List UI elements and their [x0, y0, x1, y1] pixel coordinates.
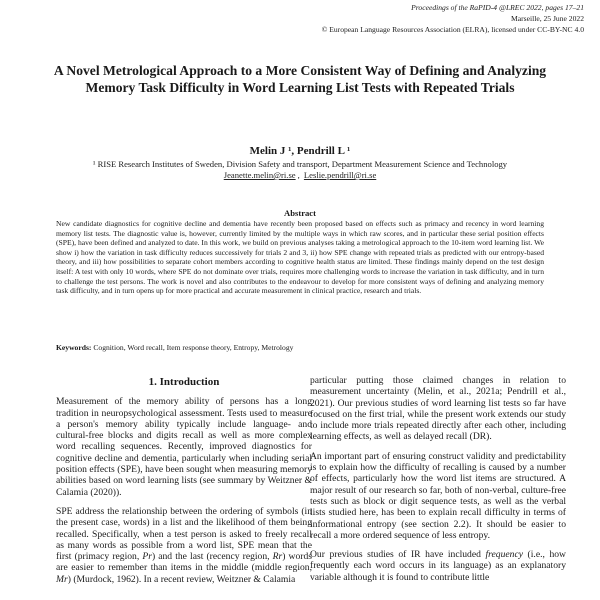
keywords-label: Keywords: — [56, 343, 92, 352]
email-link-melin[interactable]: Jeanette.melin@ri.se — [223, 170, 296, 180]
affiliation-block — [30, 159, 570, 181]
middle-abbrev: Mr — [56, 573, 68, 585]
header-line-1: Proceedings of the RaPID-4 @LREC 2022, pages 17–21 — [411, 3, 584, 12]
proceedings-header — [322, 2, 584, 35]
right-paragraph-1: particular putting those claimed changes in relation to measurement uncertainty (Melin, et al., 2021a; Pendrill et al., 2021). Our previous studies of word learning list tests so far have focused on the first trial, while the present work extends our study to include more trials repeated directly after each other, including learning effects, as well as delayed recall (DR). — [310, 375, 566, 443]
left-paragraph-1: Measurement of the memory ability of persons has a long tradition in neuropsychological assessment. Tests used to measure a person's memory ability typically include language- and cultural-free blocks and digits recall as well as more complex word recalling sequences. Recently, improved diagnostics for cognitive decline and dementia, particularly when including serial position effects (SPE), have been sought when measuring memory abilities based on word learning lists (see summary by Weitzner & Calamia (2020)). — [56, 396, 312, 498]
recency-abbrev: Rr — [272, 551, 283, 563]
affiliation: ¹ RISE Research Institutes of Sweden, Division Safety and transport, Department Measurement Science and Technology — [92, 159, 508, 169]
frequency-term: frequency — [485, 549, 523, 561]
emails: Jeanette.melin@ri.se , Leslie.pendrill@ri.se — [223, 170, 377, 180]
authors: Melin J ¹, Pendrill L ¹ — [249, 145, 351, 157]
primacy-abbrev: Pr — [142, 551, 152, 563]
section-heading: 1. Introduction — [148, 376, 220, 388]
email-link-pendrill[interactable]: Leslie.pendrill@ri.se — [303, 170, 377, 180]
keywords-text: Cognition, Word recall, Item response theory, Entropy, Metrology — [93, 343, 294, 352]
keywords — [56, 343, 293, 352]
right-column — [310, 375, 566, 591]
right-paragraph-3: Our previous studies of IR have included frequency (i.e., how frequently each word occurs in its language) as an explanatory variable although it is found to contribute little — [310, 549, 566, 583]
right-paragraph-2: An important part of ensuring construct validity and predictability is to explain how the difficulty of recalling is caused by a number of effects, particularly how the word list items are structured. A major result of our research so far, both of non-verbal, culture-free tests such as block or digit sequence tests, as well as the verbal lists studied here, has been to explain recall difficulty in terms of informational entropy (see section 2.2). It should be easier to recall a more ordered sequence of less entropy. — [310, 450, 566, 541]
header-line-2: Marseille, 25 June 2022 — [511, 14, 584, 23]
abstract-heading: Abstract — [284, 208, 316, 218]
left-paragraph-2: SPE address the relationship between the ordering of symbols (in the present case, words) in a list and the likelihood of them being recalled. Specifically, when a test person is asked to freely recall as many words as possible from a word list, SPE mean that the first (primacy region, Pr) and the last (recency region, Rr) words are easier to remember than items in the middle (middle region, Mr) (Murdock, 1962). In a recent review, Weitzner & Calamia — [56, 505, 313, 585]
abstract-text: New candidate diagnostics for cognitive decline and dementia have recently been proposed based on effects such as primacy and recency in word learning memory list tests. The diagnostic value is, however, currently limited by the multiple ways in which raw scores, and in particular these serial position effects (SPE), have been defined and analyzed to date. In this work, we build on previous analyses taking a metrological approach to the 10-item word learning list. We show i) how the variation in task difficulty reduces successively for trials 2 and 3, ii) how SPE change with repeated trials as predicted with our entropy-based theory, and iii) how possibilities to separate cohort members according to cognitive health status are limited. These findings mainly depend on the test design itself: A test with only 10 words, where SPE do not dominate over trials, requires more challenging words to increase the variation in task difficulty, and in turn to challenge the test persons. The work is novel and also contributes to the endeavour to develop for more consistent ways of defining and analyzing memory task difficulty, and in turn opens up for more practical and accurate measurement in clinical practice, research and trials. — [56, 219, 544, 296]
left-column — [56, 375, 312, 593]
header-line-3: © European Language Resources Association (ELRA), licensed under CC-BY-NC 4.0 — [321, 25, 584, 34]
paper-title: A Novel Metrological Approach to a More Consistent Way of Defining and Analyzing Memory Task Difficulty in Word Learning List Tests with Repeated Trials — [53, 63, 547, 95]
